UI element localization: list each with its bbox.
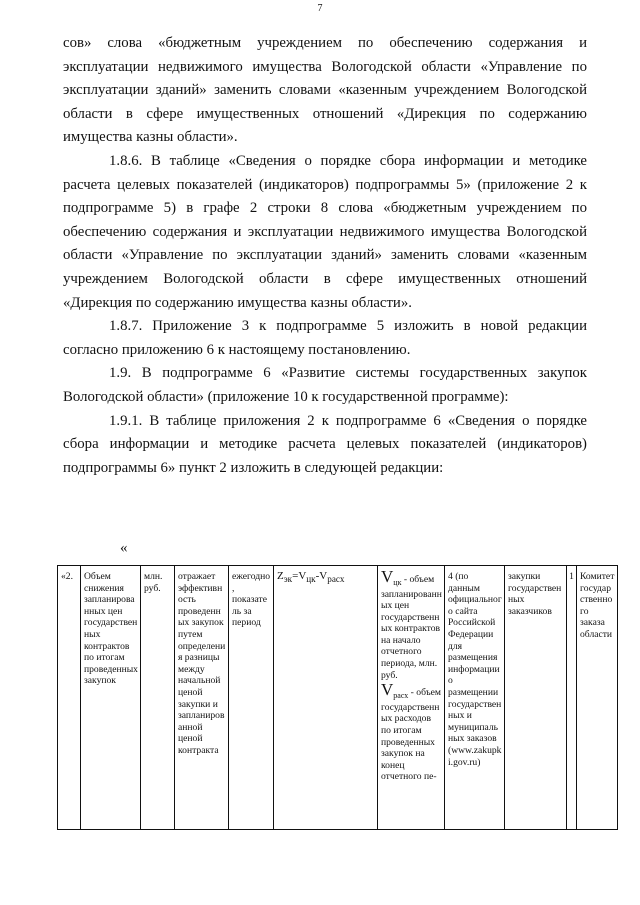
cell-responsible: Комитет государственного заказа области [577,566,618,830]
paragraph: сов» слова «бюджетным учреждением по обеспечению содержания и эксплуатации недвижимого имущества Вологодской области «Управление по эксплуатации зданий» заменить словами «казенным учреждением Вологодской области в сфере имущественных отношений «Дирекция по содержанию имущества казны области». [63,35,587,146]
page-number: 7 [317,3,323,14]
cell-definition: отражает эффективность проведенных закупок путем определения разницы между начальной ценой закупки и запланированной ценой контракта [175,566,229,830]
cell-formula: $Z_{эк}=V_{цк}-V_{расх}$ [274,566,378,830]
cell-number: «2. [58,566,81,830]
paragraph: 1.9. В подпрограмме 6 «Развитие системы государственных закупок Вологодской области» (приложение 10 к государственной программе): [63,365,587,405]
cell-periodicity: ежегодно, показатель за период [229,566,274,830]
table-row [58,566,618,830]
cell-object: закупки государственных заказчиков [505,566,567,830]
indicator-table [57,565,618,830]
document-body [63,32,587,480]
opening-quote: « [120,540,128,556]
cell-variables: $V_{цк}$ - объем запланированных цен государственных контрактов на начало отчетного периода, млн. руб. $V_{расх}$ - объем государственных расходов по итогам проведенных закупок на конец отчетного пе- [378,566,445,830]
cell-unit: млн. руб. [141,566,175,830]
paragraph: 1.8.6. В таблице «Сведения о порядке сбора информации и методике расчета целевых показателей (индикаторов) подпрограммы 5» (приложение 2 к подпрограмме 5) в графе 2 строки 8 слова «бюджетным учреждением по обеспечению содержания и эксплуатации недвижимого имущества Вологодской области «Управление по эксплуатации зданий» заменить словами «казенным учреждением Вологодской области в сфере имущественных отношений «Дирекция по содержанию имущества казны области». [63,152,587,311]
cell-method-code: 1 [567,566,577,830]
paragraph: 1.8.7. Приложение 3 к подпрограмме 5 изложить в новой редакции согласно приложению 6 к настоящему постановлению. [63,318,587,358]
cell-data-source: 4 (по данным официального сайта Российской Федерации для размещения информации о размещении государственных и муниципальных заказов (www.zakupki.gov.ru) [445,566,505,830]
cell-indicator-name: Объем снижения запланированных цен государственных контрактов по итогам проведенных закупок [81,566,141,830]
paragraph: 1.9.1. В таблице приложения 2 к подпрограмме 6 «Сведения о порядке сбора информации и методике расчета целевых показателей (индикаторов) подпрограммы 6» пункт 2 изложить в следующей редакции: [63,412,587,476]
